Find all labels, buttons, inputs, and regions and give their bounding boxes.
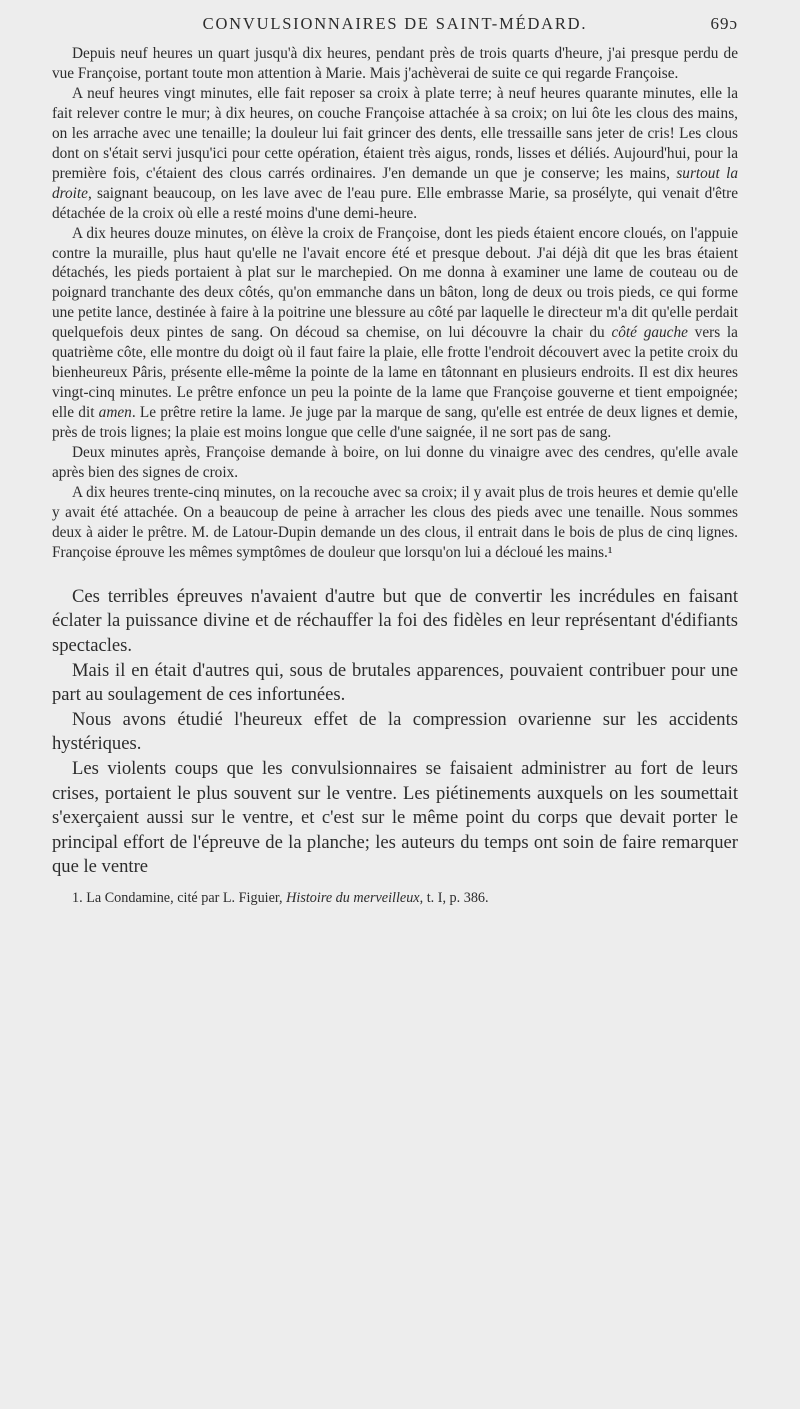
main-text: [52, 585, 738, 880]
footnote: [52, 890, 738, 907]
paragraph: [52, 443, 738, 483]
text-run: , saignant beaucoup, on les lave avec de l'eau pure. Elle embrasse Marie, sa prosélyte, qui venait d'être détachée de la croix où elle a resté moins d'une demi-heure.: [52, 184, 738, 222]
text-run: Deux minutes après, Françoise demande à boire, on lui donne du vinaigre avec des cendres, qu'elle avale après bien des signes de croix.: [52, 444, 738, 482]
footnote-text: 1. La Condamine, cité par L. Figuier,: [72, 889, 287, 906]
text-run: Depuis neuf heures un quart jusqu'à dix heures, pendant près de trois quarts d'heure, j'ai presque perdu de vue Françoise, portant toute mon attention à Marie. Mais j'achèverai de suite ce qui regarde Françoise.: [52, 45, 738, 82]
paragraph: Les violents coups que les convulsionnaires se faisaient administrer au fort de leurs crises, portaient le plus souvent sur le ventre. Les piétinements auxquels on les soumettait s'exerçaient aussi sur le ventre, et c'est sur le même point du corps que devait porter le principal effort de l'épreuve de la planche; les auteurs du temps ont soin de faire remarquer que le ventre: [52, 757, 738, 878]
footnote-text-end: , t. I, p. 386.: [419, 889, 489, 906]
paragraph: [52, 483, 738, 563]
running-header: [52, 14, 738, 44]
text-run: A dix heures douze minutes, on élève la croix de Françoise, dont les pieds étaient encore cloués, on l'appuie contre la muraille, plus haut qu'elle ne l'avait encore été et presque debout. J'ai déjà dit que les bras étaient détachés, les pieds portaient à plat sur le marchepied. On me donna à examiner une lame de couteau ou de poignard tranchante des deux côtés, qu'on emmanche dans un bâton, long de deux ou trois pieds, ce qui forme une petite lance, destinée à faire à la poitrine une blessure au côté par laquelle le directeur m'a dit qu'elle perdait quelquefois deux pintes de sang. On découd sa chemise, on lui découvre la chair du: [52, 224, 738, 342]
footnote-italic: Histoire du merveilleux: [286, 889, 420, 906]
text-run: vers la quatrième côte, elle montre du doigt où il faut faire la plaie, elle frotte l'endroit découvert avec la petite croix du bienheureux Pâris, présente elle-même la pointe de la lame en tâtonnant en plusieurs endroits. Il est dix heures vingt-cinq minutes. Le prêtre enfonce un peu la pointe de la lame que Françoise gouverne et tient empoignée; elle dit: [52, 324, 738, 422]
paragraph: Mais il en était d'autres qui, sous de brutales apparences, pouvaient contribuer pour une part au soulagement de ces infortunées.: [52, 659, 738, 706]
text-run: A dix heures trente-cinq minutes, on la recouche avec sa croix; il y avait plus de trois heures et demie qu'elle y avait été attachée. On a beaucoup de peine à arracher les clous des pieds avec une tenaille. Nous sommes deux à aider le prêtre. M. de Latour-Dupin demande un des clous, il entrait dans le bois de plus de cinq lignes. Françoise éprouve les mêmes symptômes de douleur que lorsqu'on lui a décloué les mains.¹: [52, 483, 738, 561]
italic-text: côté gauche: [611, 324, 688, 342]
running-title: CONVULSIONNAIRES DE SAINT-MÉDARD.: [202, 14, 588, 33]
text-run: A neuf heures vingt minutes, elle fait reposer sa croix à plate terre; à neuf heures quarante minutes, elle la fait relever contre le mur; à dix heures, on couche Françoise attachée à sa croix; on lui ôte les clous des mains, on les arrache avec une tenaille; la douleur lui fait grincer des dents, elle tressaille sans jeter de cris! Les clous dont on s'était servi jusqu'ici pour cette opération, étaient très aigus, ronds, lisses et déliés. Aujourd'hui, pour la première fois, c'étaient des clous carrés ordinaires. J'en demande un que je conserve; les mains,: [52, 84, 738, 182]
paragraph: [52, 224, 738, 443]
block-quotation: [52, 44, 738, 563]
paragraph: Ces terribles épreuves n'avaient d'autre but que de convertir les incrédules en faisant éclater la puissance divine et de réchauffer la foi des fidèles en leur représentant d'édifiants spectacles.: [52, 585, 738, 656]
italic-text: amen: [98, 404, 132, 422]
italic-text: surtout la droite: [52, 164, 738, 202]
text-run: . Le prêtre retire la lame. Je juge par la marque de sang, qu'elle est entrée de deux lignes et demie, près de trois lignes; la plaie est moins longue que celle d'une saignée, il ne sort pas de sang.: [52, 404, 738, 442]
paragraph: [52, 84, 738, 224]
paragraph: [52, 44, 738, 84]
paragraph: Nous avons étudié l'heureux effet de la compression ovarienne sur les accidents hystériques.: [52, 708, 738, 755]
page-number: 69ɔ: [710, 14, 738, 33]
